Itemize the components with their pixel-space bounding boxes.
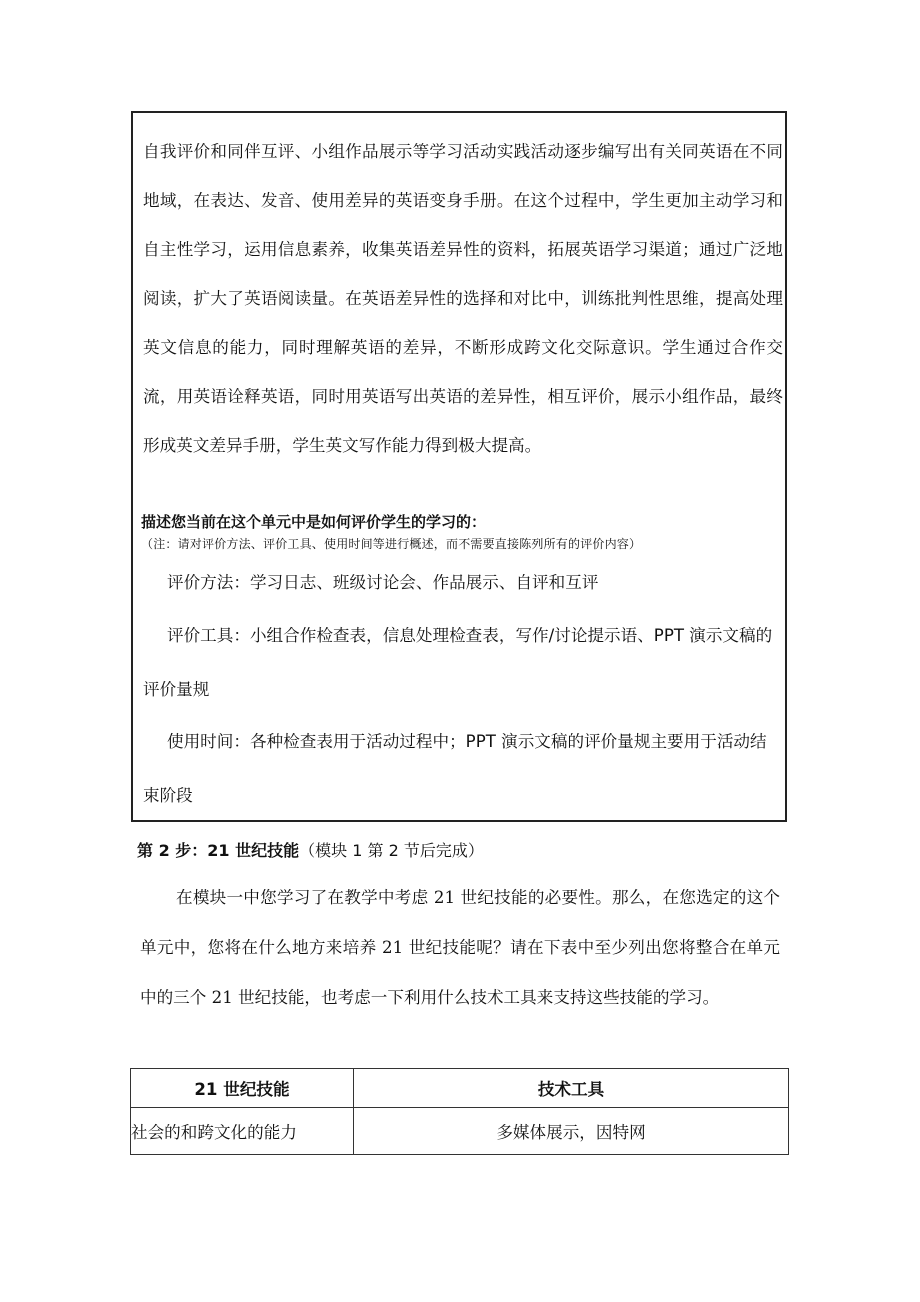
step2-heading	[137, 838, 484, 861]
skill-cell: 社会的和跨文化的能力	[131, 1108, 354, 1155]
tool-cell: 多媒体展示，因特网	[354, 1108, 789, 1155]
table-row	[131, 1108, 789, 1155]
assessment-heading: 描述您当前在这个单元中是如何评价学生的学习的：	[141, 513, 487, 531]
step2-heading-note: （模块 1 第 2 节后完成）	[299, 841, 484, 860]
evaluation-tools: 评价工具：小组合作检查表，信息处理检查表，写作/讨论提示语、PPT 演示文稿的评价量规	[143, 626, 773, 699]
evaluation-timing: 使用时间：各种检查表用于活动过程中；PPT 演示文稿的评价量规主要用于活动结束阶段	[143, 732, 767, 805]
skills-table	[130, 1068, 789, 1155]
assessment-note: （注：请对评价方法、评价工具、使用时间等进行概述，而不需要直接陈列所有的评价内容）	[141, 537, 642, 551]
step2-intro: 在模块一中您学习了在教学中考虑 21 世纪技能的必要性。那么，在您选定的这个单元中，您将在什么地方来培养 21 世纪技能呢？请在下表中至少列出您将整合在单元中的三个 21 世纪技能，也考虑一下利用什么技术工具来支持这些技能的学习。	[140, 888, 780, 1007]
evaluation-box	[131, 111, 787, 822]
header-skill: 21 世纪技能	[131, 1069, 354, 1108]
header-tool: 技术工具	[354, 1069, 789, 1108]
evaluation-paragraph: 自我评价和同伴互评、小组作品展示等学习活动实践活动逐步编写出有关同英语在不同地域，在表达、发音、使用差异的英语变身手册。在这个过程中，学生更加主动学习和自主性学习，运用信息素养，收集英语差异性的资料，拓展英语学习渠道；通过广泛地阅读，扩大了英语阅读量。在英语差异性的选择和对比中，训练批判性思维，提高处理英文信息的能力，同时理解英语的差异，不断形成跨文化交际意识。学生通过合作交流，用英语诠释英语，同时用英语写出英语的差异性，相互评价，展示小组作品，最终形成英文差异手册，学生英文写作能力得到极大提高。	[143, 142, 783, 455]
step2-heading-bold: 第 2 步：21 世纪技能	[137, 841, 300, 860]
table-header-row	[131, 1069, 789, 1108]
evaluation-methods: 评价方法：学习日志、班级讨论会、作品展示、自评和互评	[167, 573, 599, 592]
